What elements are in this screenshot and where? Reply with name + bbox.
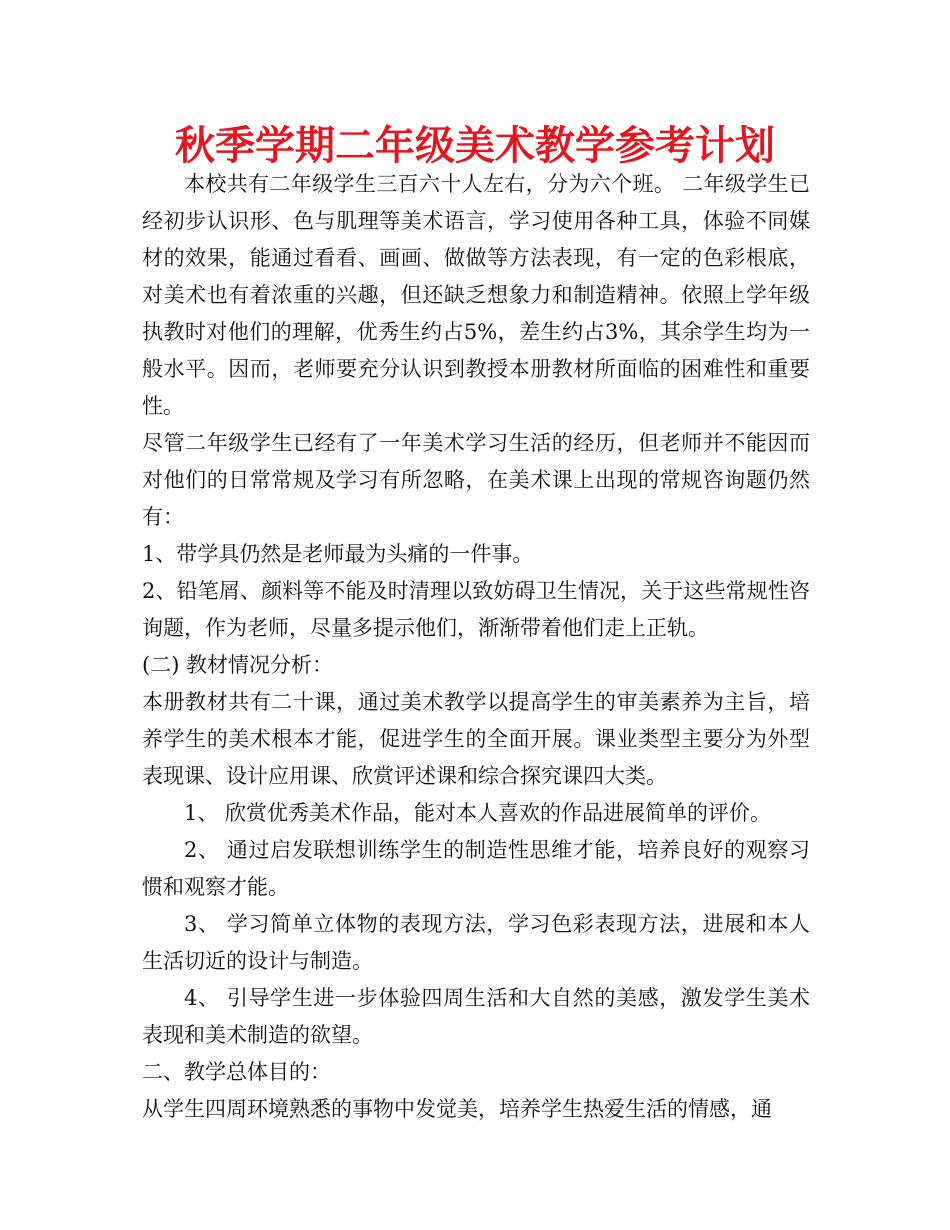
paragraph-routine-issues: 尽管二年级学生已经有了一年美术学习生活的经历，但老师并不能因而对他们的日常常规及学习有所忽略，在美术课上出现的常规咨询题仍然有： — [142, 431, 810, 529]
paragraph-issue-2: 2、铅笔屑、颜料等不能及时清理以致妨碍卫生情况，关于这些常规性咨询题，作为老师，尽量多提示他们，渐渐带着他们走上正轨。 — [142, 579, 810, 640]
paragraph-overall-goals: 从学生四周环境熟悉的事物中发觉美，培养学生热爱生活的情感，通 — [142, 1097, 772, 1121]
paragraph-goal-4: 4、 引导学生进一步体验四周生活和大自然的美感，激发学生美术表现和美术制造的欲望。 — [142, 986, 810, 1047]
paragraph-material-overview: 本册教材共有二十课，通过美术教学以提高学生的审美素养为主旨，培养学生的美术根本才能，促进学生的全面开展。课业类型主要分为外型表现课、设计应用课、欣赏评述课和综合探究课四大类。 — [142, 690, 810, 788]
section-heading-overall-goals: 二、教学总体目的： — [142, 1060, 331, 1084]
paragraph-goal-1: 1、 欣赏优秀美术作品，能对本人喜欢的作品进展简单的评价。 — [184, 801, 772, 825]
paragraph-goal-3: 3、 学习简单立体物的表现方法，学习色彩表现方法，进展和本人生活切近的设计与制造。 — [142, 912, 810, 973]
document-title: 秋季学期二年级美术教学参考计划 — [175, 123, 775, 169]
paragraph-goal-2: 2、 通过启发联想训练学生的制造性思维才能，培养良好的观察习惯和观察才能。 — [142, 838, 810, 899]
section-heading-material-analysis: (二) 教材情况分析： — [142, 653, 334, 677]
document-body — [142, 166, 810, 1128]
paragraph-issue-1: 1、带学具仍然是老师最为头痛的一件事。 — [142, 542, 534, 566]
paragraph-student-overview: 本校共有二年级学生三百六十人左右，分为六个班。 二年级学生已经初步认识形、色与肌理等美术语言，学习使用各种工具，体验不同媒材的效果，能通过看看、画画、做做等方法表现，有一定的色彩根底，对美术也有着浓重的兴趣，但还缺乏想象力和制造精神。依照上学年级执教时对他们的理解，优秀生约占5%，差生约占3%，其余学生均为一般水平。因而，老师要充分认识到教授本册教材所面临的困难性和重要性。 — [142, 172, 810, 418]
